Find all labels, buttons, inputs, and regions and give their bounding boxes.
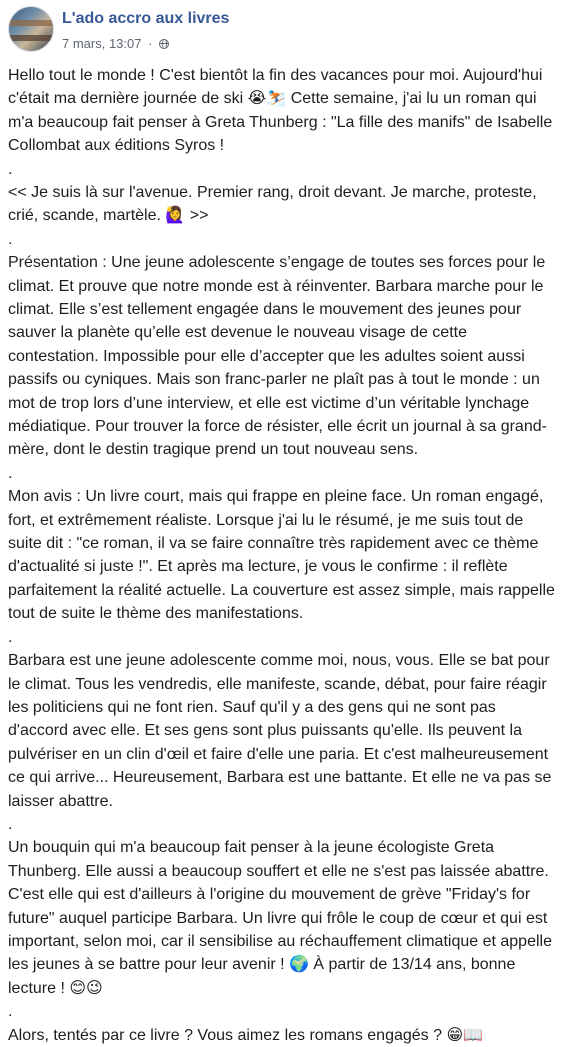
paragraph-presentation: Présentation : Une jeune adolescente s’engage de toutes ses forces pour le climat. Et prouve que notre monde est à réinventer. Barbara marche pour le climat. Elle s’est tellement engagée dans le mouvement des jeunes pour sauver la planète qu’elle est devenue le nouveau visage de cette contestation. Impossible pour elle d’accepter que les adultes soient aussi passifs ou cyniques. Mais son franc-parler ne plaît pas à tout le monde : un mot de trop lors d’une interview, et elle est victime d’un véritable lynchage médiatique. Pour trouver la force de résister, elle écrit un journal à sa grand-mère, dont le destin tragique prend un tout nouveau sens. xyxy=(8,254,547,459)
separator: . xyxy=(8,815,13,833)
page-avatar[interactable] xyxy=(8,6,54,52)
separator: . xyxy=(8,464,13,482)
paragraph-greta: Un bouquin qui m'a beaucoup fait penser à la jeune écologiste Greta Thunberg. Elle aussi a beaucoup souffert et elle ne s'est pas laissée abattre. C'est elle qui est d'ailleurs à l'origine du mouvement de grève "Friday's for future" auquel participe Barbara. Un livre qui frôle le coup de cœur et qui est important, selon moi, car il sensibilise au réchauffement climatique et appelle les jeunes à se battre pour leur avenir ! 🌍 À partir de 13/14 ans, bonne lecture ! 😊😉 xyxy=(8,839,552,997)
post-meta xyxy=(62,36,169,51)
meta-dot: · xyxy=(148,36,153,51)
paragraph-review: Mon avis : Un livre court, mais qui frappe en pleine face. Un roman engagé, fort, et extrêmement réaliste. Lorsque j'ai lu le résumé, je me suis tout de suite dit : "ce roman, il va se faire connaître très rapidement avec ce thème d'actualité si juste !". Et après ma lecture, je vous le confirme : il reflète parfaitement la réalité actuelle. La couverture est assez simple, mais rappelle tout de suite le thème des manifestations. xyxy=(8,488,555,623)
separator: . xyxy=(8,230,13,248)
post-timestamp[interactable]: 7 mars, 13:07 xyxy=(62,36,142,51)
separator: . xyxy=(8,1003,13,1021)
paragraph-quote: << Je suis là sur l'avenue. Premier rang, droit devant. Je marche, proteste, crié, scande, martèle. 🙋‍♀️ >> xyxy=(8,184,537,225)
separator: . xyxy=(8,628,13,646)
page-name-link[interactable]: L'ado accro aux livres xyxy=(62,10,230,27)
globe-icon[interactable] xyxy=(159,39,169,49)
paragraph-barbara: Barbara est une jeune adolescente comme moi, nous, vous. Elle se bat pour le climat. Tous les vendredis, elle manifeste, scande, débat, pour faire réagir les politiciens qui ne font rien. Sauf qu'il y a des gens qui ne sont pas d'accord avec elle. Et ses gens sont plus puissants qu'elle. Ils peuvent la pulvériser en un clin d'œil et faire d'elle une paria. Et c'est malheureusement ce qui arrive... Heureusement, Barbara est une battante. Et elle ne va pas se laisser abattre. xyxy=(8,652,552,810)
post-header xyxy=(0,0,562,62)
separator: . xyxy=(8,160,13,178)
post-body xyxy=(8,64,556,1047)
paragraph-intro: Hello tout le monde ! C'est bientôt la fin des vacances pour moi. Aujourd'hui c'était ma dernière journée de ski 😭⛷️ Cette semaine, j'ai lu un roman qui m'a beaucoup fait penser à Greta Thunberg : "La fille des manifs" de Isabelle Collombat aux éditions Syros ! xyxy=(8,67,553,155)
paragraph-closing: Alors, tentés par ce livre ? Vous aimez les romans engagés ? 😁📖 xyxy=(8,1026,484,1044)
